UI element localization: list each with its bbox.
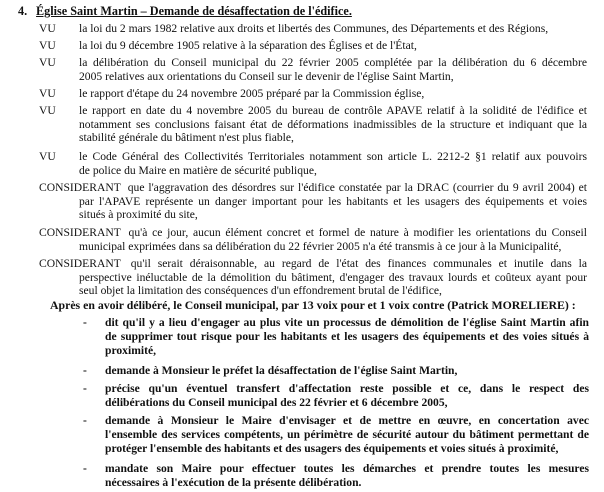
resolution-bullet	[83, 316, 589, 359]
bullet-dash: -	[83, 462, 87, 475]
bullet-line: précise qu'un éventuel transfert d'affectation reste possible et ce, dans le respect des	[105, 382, 589, 395]
bullet-line: demande à Monsieur le préfet la désaffectation de l'église Saint Martin,	[105, 364, 458, 377]
bullet-dash: -	[83, 316, 87, 329]
bullet-dash: -	[83, 364, 87, 377]
bullet-line: demande à Monsieur le Maire d'envisager et de mettre en œuvre, en concertation avec	[105, 414, 589, 427]
bullet-line: protéger l'ensemble des habitants et des usagers des équipements et voies situés à proximité,	[105, 442, 559, 456]
vu-clause	[39, 104, 587, 145]
clause-line: qu'à ce jour, aucun élément concret et formel de nature à modifier les orientations du Conseil	[128, 226, 587, 239]
clause-line: la loi du 2 mars 1982 relative aux droits et libertés des Communes, des Départements et des Régions,	[79, 22, 549, 35]
vu-clause	[39, 150, 587, 177]
vu-label: VU	[39, 104, 56, 117]
bullet-line: délibérations du Conseil municipal des 22 février et 6 décembre 2005,	[105, 396, 448, 410]
vu-label: VU	[39, 39, 56, 52]
resolution-bullet	[83, 382, 589, 410]
section-number: 4.	[18, 4, 28, 18]
vu-label: VU	[39, 87, 56, 100]
clause-line: que l'aggravation des désordres sur l'édifice constatée par la DRAC (courrier du 9 avril 2004) et	[127, 181, 587, 194]
clause-line: la loi du 9 décembre 1905 relative à la séparation des Églises et de l'État,	[79, 39, 417, 52]
resolution-bullet	[83, 364, 589, 378]
clause-line: perspective inéluctable de la démolition du bâtiment, d'engager des travaux lourds et coûteux ayant pour	[79, 270, 587, 284]
clause-line: seul objet la limitation des conséquences d'un effondrement brutal de l'édifice,	[79, 284, 442, 298]
vu-label: VU	[39, 150, 56, 163]
clause-line: le rapport d'étape du 24 novembre 2005 préparé par la Commission église,	[79, 87, 425, 100]
bullet-line: proximité,	[105, 344, 156, 358]
bullet-line: mandate son Maire pour effectuer toutes les démarches et prendre toutes les mesures	[105, 462, 589, 475]
vu-clause	[39, 87, 587, 101]
considerant-clause	[39, 181, 587, 222]
clause-line: situés à proximité du site,	[79, 208, 198, 222]
clause-line: municipal exprimées dans sa délibération du 22 février 2005 n'a été transmis à ce jour à la Municipalité,	[79, 239, 562, 253]
clause-line: le rapport en date du 4 novembre 2005 du bureau de contrôle APAVE relatif à la solidité de l'édifice et	[79, 104, 587, 117]
vu-clause	[39, 39, 587, 53]
clause-line: stabilité générale du bâtiment n'est plus fiable,	[79, 131, 294, 145]
vu-clause	[39, 56, 587, 83]
considerant-clause	[39, 257, 587, 298]
clause-line: qu'il serait déraisonnable, au regard de l'état des finances communales et inutile dans la	[130, 257, 587, 270]
clause-line: 2005 relatives aux orientations du Conseil sur le devenir de l'église Saint Martin,	[79, 69, 454, 83]
considerant-label: CONSIDERANT	[39, 257, 121, 270]
clause-line: le Code Général des Collectivités Territoriales notamment son article L. 2212-2 §1 relatif aux pouvoirs	[79, 150, 587, 163]
clause-line: la délibération du Conseil municipal du 22 février 2005 complétée par la délibération du 6 décembre	[79, 56, 587, 69]
considerant-clause	[39, 226, 587, 253]
section-heading	[18, 5, 352, 19]
bullet-dash: -	[83, 414, 87, 427]
bullet-line: nécessaires à l'exécution de la présente délibération.	[105, 476, 362, 490]
vu-clause	[39, 22, 587, 36]
bullet-dash: -	[83, 382, 87, 395]
bullet-line: l'ensemble des services compétents, un périmètre de sécurité autour du bâtiment permettant de	[105, 428, 589, 442]
vu-label: VU	[39, 56, 56, 69]
considerant-label: CONSIDERANT	[39, 181, 121, 194]
resolution-intro: Après en avoir délibéré, le Conseil municipal, par 13 voix pour et 1 voix contre (Patrick MORELIERE) :	[50, 298, 576, 312]
vu-label: VU	[39, 22, 56, 35]
clause-line: par l'APAVE représente un danger important pour les habitants et les usagers des équipements et voies	[79, 194, 587, 208]
clause-line: de police du Maire en matière de sécurité publique,	[79, 163, 317, 177]
resolution-bullet	[83, 462, 589, 490]
section-title: Église Saint Martin – Demande de désaffectation de l'édifice.	[36, 4, 352, 18]
bullet-line: dit qu'il y a lieu d'engager au plus vite un processus de démolition de l'église Saint Martin afin	[105, 316, 589, 329]
resolution-bullet	[83, 414, 589, 457]
clause-line: notamment ses conclusions faisant état de déformations inadmissibles de la structure et indiquant que la	[79, 117, 587, 131]
bullet-line: de supprimer tout risque pour les habitants et les usagers des équipements et des voies situés à	[105, 330, 589, 344]
considerant-label: CONSIDERANT	[39, 226, 121, 239]
